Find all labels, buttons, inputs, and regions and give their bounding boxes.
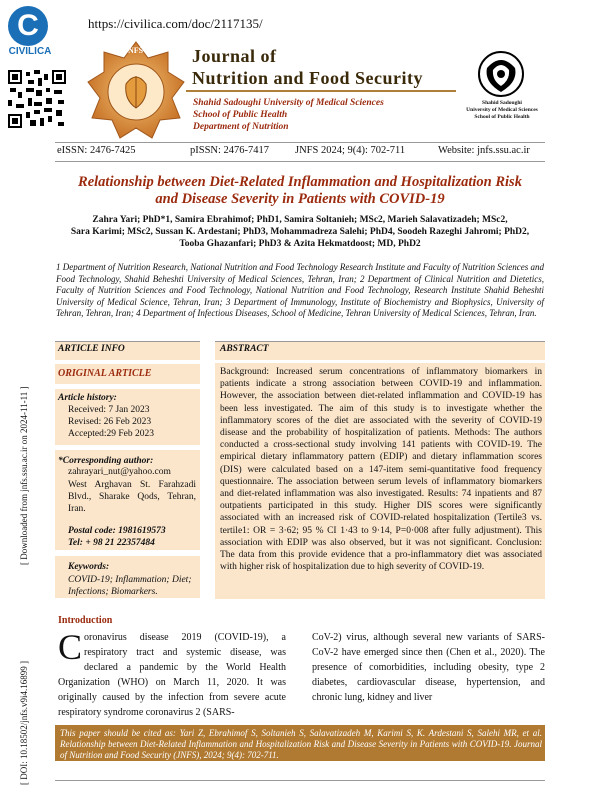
revised-date: Revised: 26 Feb 2023 [68, 417, 152, 427]
history-label: Article history: [58, 393, 117, 403]
journal-subtitle-line: Shahid Sadoughi University of Medical Sciences [193, 98, 384, 108]
introduction-column-2: CoV-2) virus, although several new variants of SARS-CoV-2 have emerged since then (Chen et al., 2020). The presence of comorbidities, including obesity, type 2 diabetes, cardiovascular disease, hypertension, and chronic lung, kidney and liver [312, 632, 545, 703]
article-title [60, 174, 540, 208]
emblem-label: JNFS [124, 46, 144, 55]
affiliations: 1 Department of Nutrition Research, National Nutrition and Food Technology Research Institute and Faculty of Nutrition Sciences and Food Technology, Shahid Beheshti University of Medical Sciences, Tehran, Iran; 2 Department of Clinical Nutrition and Dietetics, Faculty of Nutrition Sciences and Food Technology, National Nutrition and Food Technology, Research Institute Shahid Beheshti University of Medical Science, Tehran, Iran; 3 Department of Immunology, Institute of Biochemistry and Biophysics, University of Tehran, Tehran, Iran; 4 Department of Infectious Diseases, School of Medicine, Tehran University of Medical Sciences, Tehran, Iran. [56, 262, 544, 318]
journal-subtitle-line: Department of Nutrition [193, 122, 289, 132]
journal-subtitle [193, 97, 384, 133]
qr-code-icon[interactable] [8, 68, 66, 130]
university-logo-icon [472, 48, 530, 100]
header-divider [186, 90, 456, 92]
keywords: COVID-19; Inflammation; Diet; Infections; Biomarkers. [68, 575, 192, 597]
website[interactable]: Website: jnfs.ssu.ac.ir [438, 145, 530, 156]
issn-bar [55, 142, 545, 162]
footer-divider [55, 780, 545, 781]
citation-text: This paper should be cited as: Yari Z, Ebrahimof S, Soltanieh S, Salavatizadeh M, Karimi S, K. Ardestani S, Salehi MR, et al. Relationship between Diet-Related Inflammation and Hospitalization Risk and Disease Severity in Patients with COVID-19. Journal of Nutrition and Food Security (JNFS), 2024; 9(4): 702-711. [60, 728, 542, 760]
introduction-heading: Introduction [58, 615, 113, 626]
civilica-logo-icon: C [17, 9, 39, 42]
author-line: Tooba Ghazanfari; PhD3 & Azita Hekmatdoost; MD, PhD2 [179, 239, 421, 249]
journal-title-line2: Nutrition and Food Security [192, 68, 424, 88]
volume-info: JNFS 2024; 9(4): 702-711 [295, 145, 406, 156]
drop-cap: C [58, 627, 83, 667]
corresponding-label: *Corresponding author: [58, 456, 154, 466]
university-logo-line: Shahid Sadoughi [482, 100, 522, 106]
introduction-column-1 [58, 627, 286, 720]
university-logo-text [460, 100, 544, 121]
article-info-heading: ARTICLE INFO [58, 344, 125, 354]
university-logo-line: School of Public Health [474, 114, 530, 120]
pissn: pISSN: 2476-7417 [190, 145, 270, 156]
document-url[interactable]: https://civilica.com/doc/2117135/ [88, 16, 263, 31]
university-logo-line: University of Medical Sciences [466, 107, 538, 113]
abstract-heading: ABSTRACT [220, 344, 269, 354]
eissn: eISSN: 2476-7425 [57, 145, 136, 156]
intro-col1-text: oronavirus disease 2019 (COVID-19), a respiratory tract and systemic disease, was declared a pandemic by the World Health Organization (WHO) on March 11, 2020. It was originally caused by the infection from severe acute respiratory syndrome coronavirus 2 (SARS- [58, 632, 286, 718]
doi-stamp[interactable]: [ DOI: 10.18502/jnfs.v9i4.16899 ] [19, 661, 29, 785]
article-type: ORIGINAL ARTICLE [58, 368, 152, 379]
telephone: Tel: + 98 21 22357484 [68, 538, 155, 548]
keywords-label: Keywords: [68, 562, 110, 572]
author-email[interactable]: zahrayari_nut@yahoo.com [68, 467, 171, 477]
abstract-text: Background: Increased serum concentrations of inflammatory biomarkers in patients indicate a strong association between COVID-19 and inflammation. However, the association between diet-related inflammation and COVID-19 has been less investigated. The aim of this study is to investigate whether the inflammatory scores of the diet are associated with the severity of COVID-19 disease and the probability of hospitalization of patients. Methods: The authors conducted a cross-sectional study involving 141 patients with COVID-19. The empirical dietary inflammatory pattern (EDIP) and dietary inflammation scores (DIS) were calculated based on a 147-item semi-quantitative food frequency questionnaire. The association between serum levels of inflammatory biomarkers and diet-related inflammation was also investigated. Results: 74 inpatients and 87 outpatients participated in this study. Higher DIS scores were significantly associated with an increased risk of COVID-related hospitalization (Tertile3 vs. tertile1: OR = 3·62; 95 % CI 1·43 to 9·14, P=0·008 after fully adjustment). This association with EDIP was also observed, but it was not significant. Conclusion: The data from this provide evidence that a pro-inflammatory diet was associated with higher risk of hospitalization due to high severity of COVID-19. [220, 367, 542, 573]
journal-title-line1: Journal of [192, 46, 277, 66]
journal-emblem-icon [86, 40, 186, 140]
author-address: West Arghavan St. Farahzadi Blvd., Sharake Qods, Tehran, Iran. [68, 480, 196, 514]
author-line: Zahra Yari; PhD*1, Samira Ebrahimof; PhD1, Samira Soltanieh; MSc2, Marieh Salavatizadeh; MSc2, [92, 215, 508, 225]
postal-code: Postal code: 1981619573 [68, 526, 166, 536]
journal-subtitle-line: School of Public Health [193, 110, 288, 120]
author-list [55, 214, 545, 250]
civilica-logo-text: CIVILICA [8, 46, 52, 57]
received-date: Received: 7 Jan 2023 [68, 405, 150, 415]
author-line: Sara Karimi; MSc2, Sussan K. Ardestani; PhD3, Mohammadreza Salehi; PhD4, Soodeh Razeghi Jahromi; PhD2, [70, 227, 530, 237]
article-title-line: and Disease Severity in Patients with COVID-19 [155, 191, 445, 207]
article-title-line: Relationship between Diet-Related Inflammation and Hospitalization Risk [78, 174, 522, 190]
accepted-date: Accepted:29 Feb 2023 [68, 429, 155, 439]
download-stamp: [ Downloaded from jnfs.ssu.ac.ir on 2024-11-11 ] [19, 386, 29, 565]
